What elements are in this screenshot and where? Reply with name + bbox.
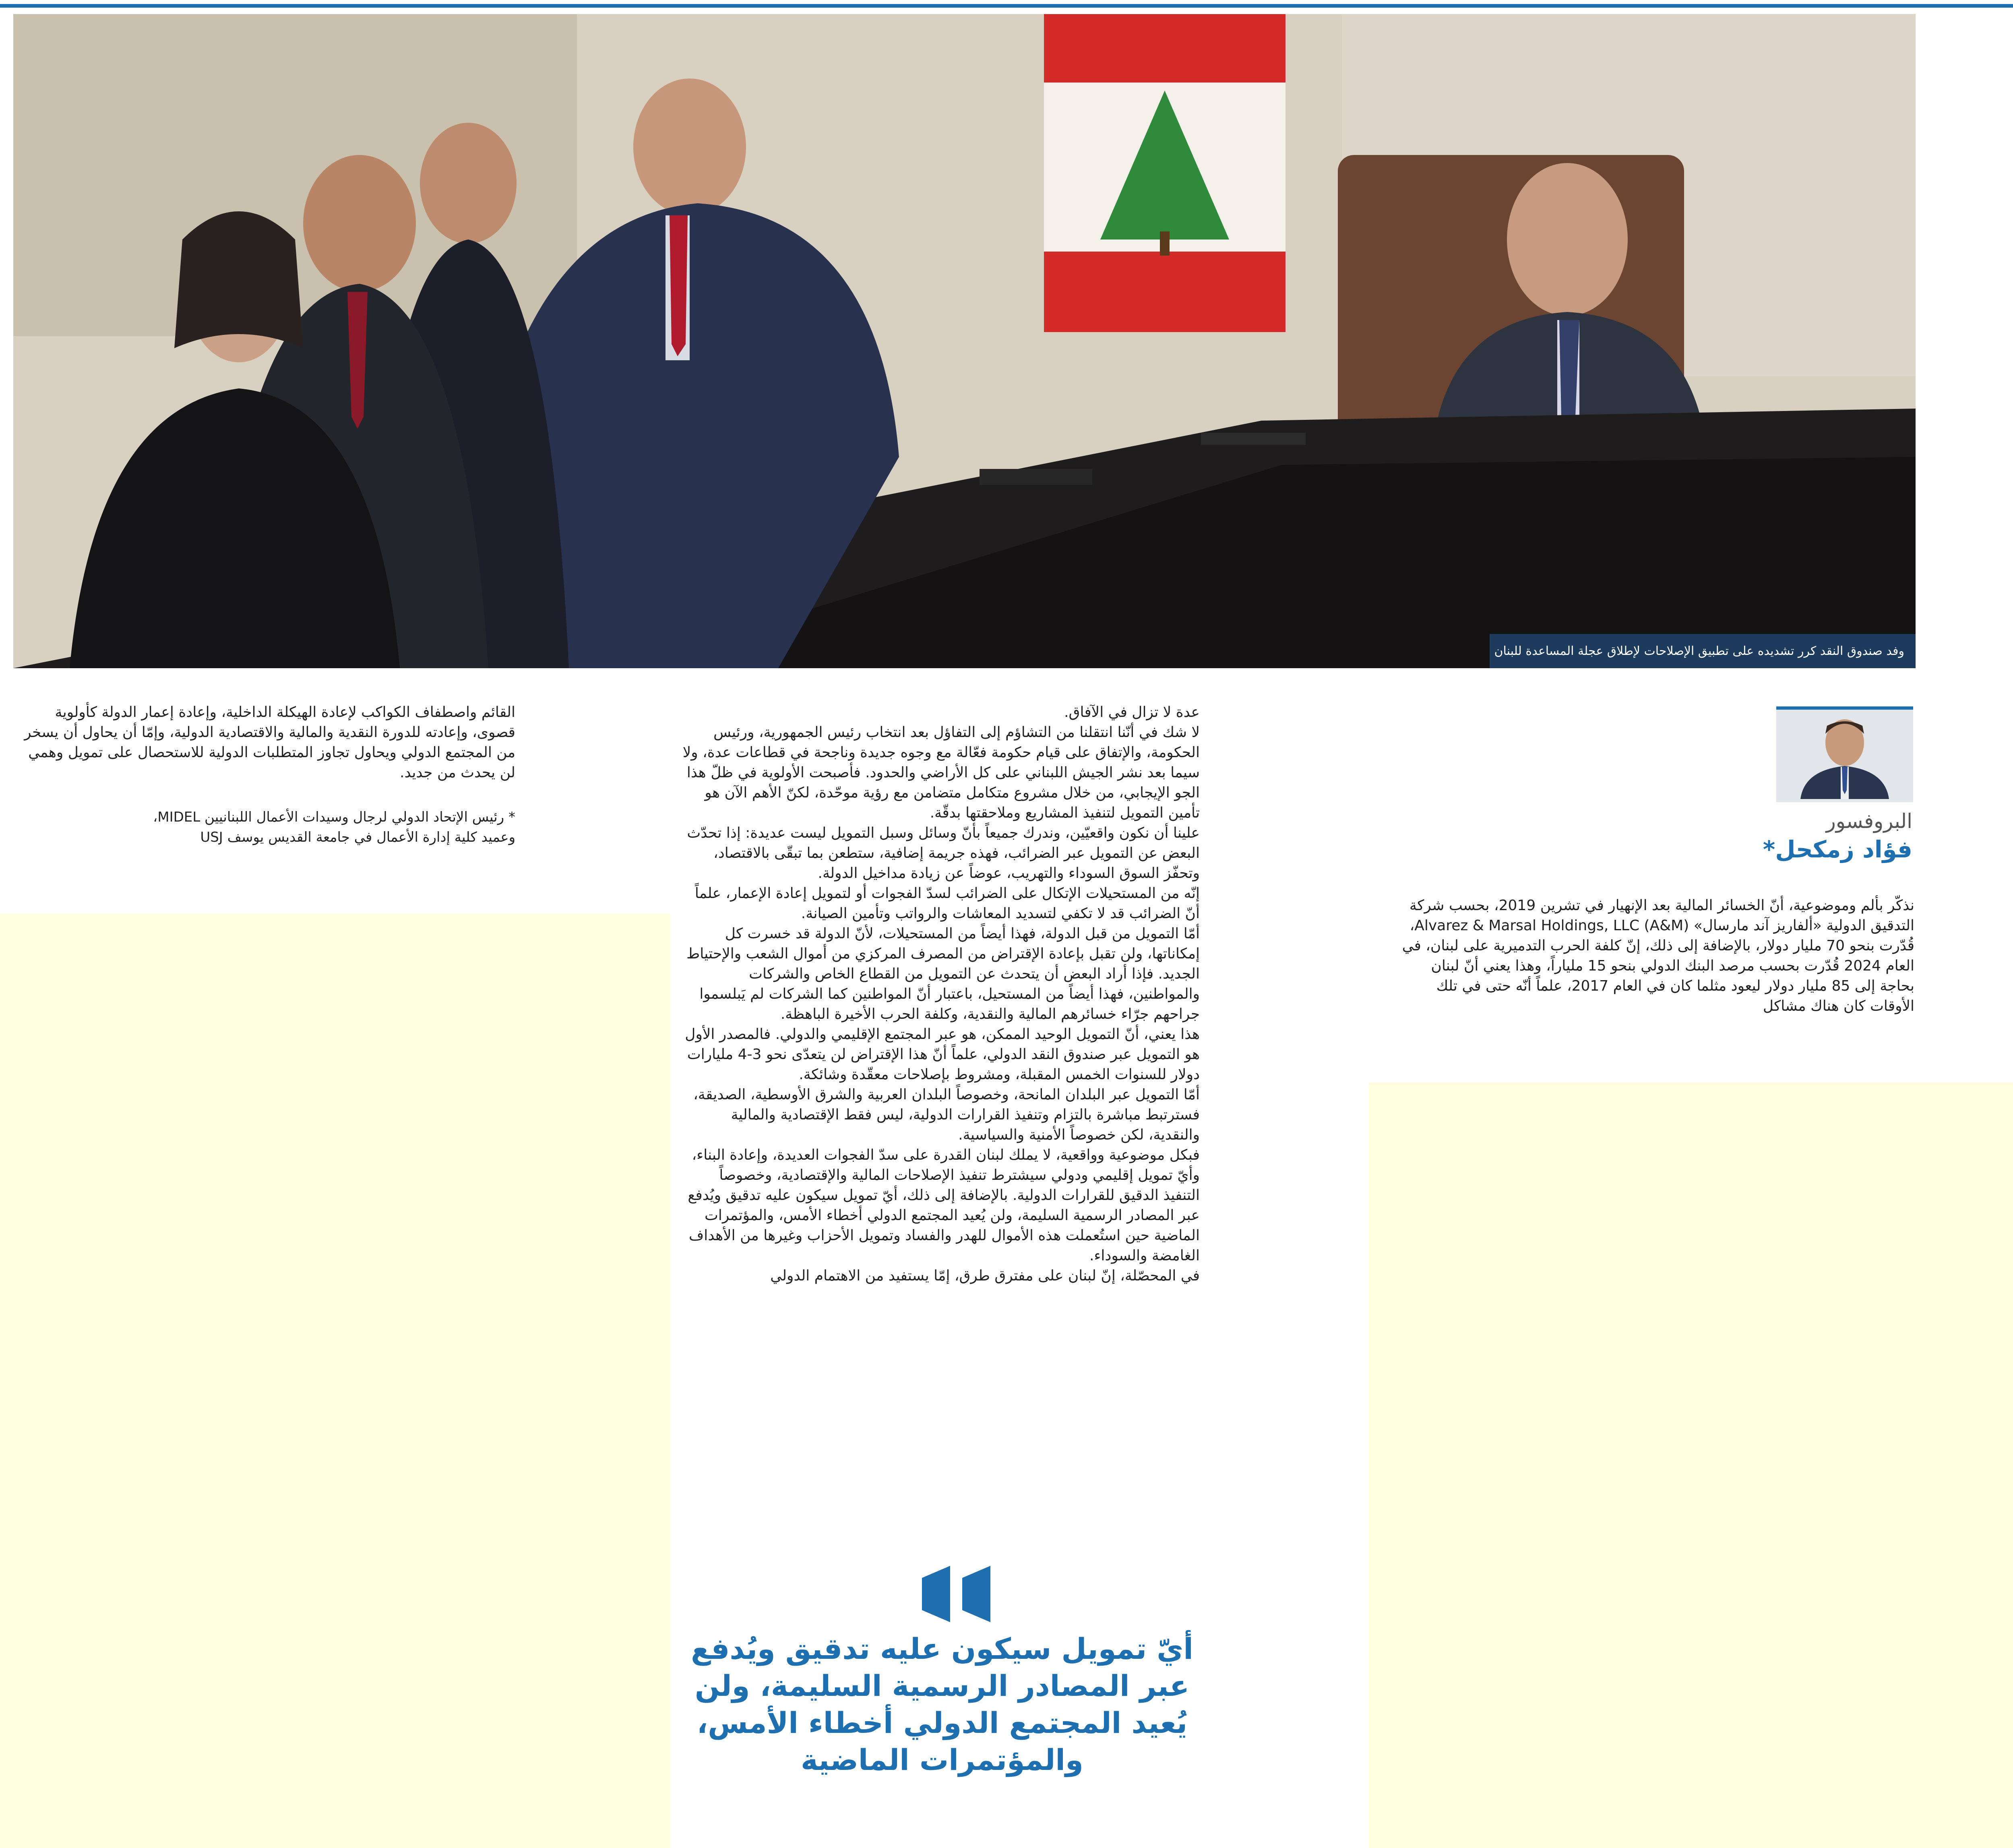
body-paragraph-3: علينا أن نكون واقعيّين، وندرك جميعاً بأنّ وسائل وسبل التمويل ليست عديدة: إذا تحدّث البعض عن التمويل عبر الضرائب، فهذه جريمة إضافية، ستطعن بما تبقّى بالاقتصاد، وتحفّز السوق السوداء والتهريب، عوضاً عن زيادة مداخيل الدولة. [687, 825, 1200, 882]
meeting-photo [13, 14, 1916, 668]
meeting-scene [13, 14, 1916, 668]
footnote-line-1: * رئيس الإتحاد الدولي لرجال وسيدات الأعمال اللبنانيين MIDEL، [153, 809, 515, 825]
body-paragraph-7: أمّا التمويل عبر البلدان المانحة، وخصوصاً البلدان العربية والشرق الأوسطية، الصديقة، فسترتبط مباشرة بالتزام وتنفيذ القرارات الدولية، ليس فقط الإقتصادية والمالية والنقدية، لكن خصوصاً الأمنية والسياسية. [693, 1086, 1200, 1143]
body-paragraph-2: لا شك في أنّنا انتقلنا من التشاؤم إلى التفاؤل بعد انتخاب رئيس الجمهورية، ورئيس الحكومة، والإتفاق على قيام حكومة فعّالة مع وجوه جديدة وناجحة في قطاعات عدة، ولا سيما بعد نشر الجيش اللبناني على كل الأراضي والحدود. فأصبحت الأولوية في ظلّ هذا الجو الإيجابي، من خلال مشروع متكامل متضامن مع رؤية موحّدة، لكنّ الأهم الآن هو تأمين التمويل لتنفيذ المشاريع وملاحقتها بدقّة. [682, 724, 1200, 821]
body-paragraph-8: فبكل موضوعية وواقعية، لا يملك لبنان القدرة على سدّ الفجوات العديدة، وإعادة البناء، وأيّ تمويل إقليمي ودولي سيشترط تنفيذ الإصلاحات المالية والإقتصادية، وخصوصاً التنفيذ الدقيق للقرارات الدولية. بالإضافة إلى ذلك، أيّ تمويل سيكون عليه تدقيق ويُدفع عبر المصادر الرسمية السليمة، ولن يُعيد المجتمع الدولي أخطاء الأمس، والمؤتمرات الماضية حين استُعملت هذه الأموال للهدر والفساد وتمويل الأحزاب وغيرها من الأهداف الغامضة والسوداء. [688, 1147, 1200, 1264]
author-footnote [12, 807, 515, 847]
intro-column [1399, 896, 1914, 1016]
quote-glyph [918, 1562, 1002, 1626]
photo-caption: وفد صندوق النقد كرر تشديده على تطبيق الإصلاحات لإطلاق عجلة المساعدة للبنان [1490, 634, 1916, 668]
author-title: البروفسور [1826, 809, 1912, 833]
body-paragraph-4: إنّه من المستحيلات الإتكال على الضرائب لسدّ الفجوات أو لتمويل إعادة الإعمار، علماً أنّ الضرائب قد لا تكفي لتسديد المعاشات والرواتب وتأمين الصيانة. [694, 885, 1200, 922]
body-column [680, 702, 1200, 1286]
footnote-line-2: وعميد كلية إدارة الأعمال في جامعة القديس يوسف USJ [200, 829, 515, 845]
continuation-column [12, 702, 515, 783]
lebanese-flag [1044, 14, 1286, 332]
body-paragraph-1: عدة لا تزال في الآفاق. [1064, 704, 1200, 721]
body-paragraph-6: هذا يعني، أنّ التمويل الوحيد الممكن، هو عبر المجتمع الإقليمي والدولي. فالمصدر الأول هو التمويل عبر صندوق النقد الدولي، علماً أنّ هذا الإقتراض لن يتعدّى نحو 3-4 مليارات دولار للسنوات الخمس المقبلة، ومشروط بإصلاحات معقّدة وشائكة. [685, 1026, 1200, 1083]
body-paragraph-5: أمّا التمويل من قبل الدولة، فهذا أيضاً من المستحيلات، لأنّ الدولة قد خسرت كل إمكاناتها، ولن تقبل بإعادة الإقتراض من المصرف المركزي من أموال الشعب والإحتياط الجديد. فإذا أراد البعض أن يتحدث عن التمويل من القطاع الخاص والشركات والمواطنين، فهذا أيضاً من المستحيل، باعتبار أنّ المواطنين كما الشركات لم يَبلسموا جراحهم جرّاء خسائرهم المالية والنقدية، وكلفة الحرب الأخيرة الباهظة. [686, 925, 1200, 1022]
intro-paragraph: نذكّر بألم وموضوعية، أنّ الخسائر المالية بعد الإنهيار في تشرين 2019، بحسب شركة التدقيق الدولية «ألفاريز آند مارسال» Alvarez & Marsal Holdings, LLC (A&M)، قُدّرت بنحو 70 مليار دولار، بالإضافة إلى ذلك، إنّ كلفة الحرب التدميرية على لبنان، في العام 2024 قُدّرت بحسب مرصد البنك الدولي بنحو 15 ملياراً، وهذا يعني أنّ لبنان بحاجة إلى 85 مليار دولار ليعود مثلما كان في العام 2017، علماً أنّه حتى في تلك الأوقات كان هناك مشاكل [1402, 897, 1914, 1014]
author-name: فؤاد زمكحل* [1763, 836, 1912, 863]
author-photo [1776, 706, 1913, 802]
body-paragraph-9: في المحصّلة، إنّ لبنان على مفترق طرق، إمّا يستفيد من الاهتمام الدولي [770, 1268, 1200, 1284]
continuation-paragraph: القائم واصطفاف الكواكب لإعادة الهيكلة الداخلية، وإعادة إعمار الدولة كأولوية قصوى، وإعادته للدورة النقدية والمالية والاقتصادية الدولية، وإمّا أن يحاول أن يسخر من المجتمع الدولي ويحاول تجاوز المتطلبات الدولية للاستحصال على تمويل وهمي لن يحدث من جديد. [24, 704, 515, 781]
top-rule [0, 4, 2013, 8]
quote-icon [918, 1562, 1002, 1626]
highlight-block-left [0, 914, 670, 1848]
highlight-block-right [1369, 1083, 2013, 1848]
pull-quote: أيّ تمويل سيكون عليه تدقيق ويُدفع عبر المصادر الرسمية السليمة، ولن يُعيد المجتمع الدولي أخطاء الأمس، والمؤتمرات الماضية [691, 1632, 1193, 1777]
author-portrait [1776, 710, 1913, 799]
